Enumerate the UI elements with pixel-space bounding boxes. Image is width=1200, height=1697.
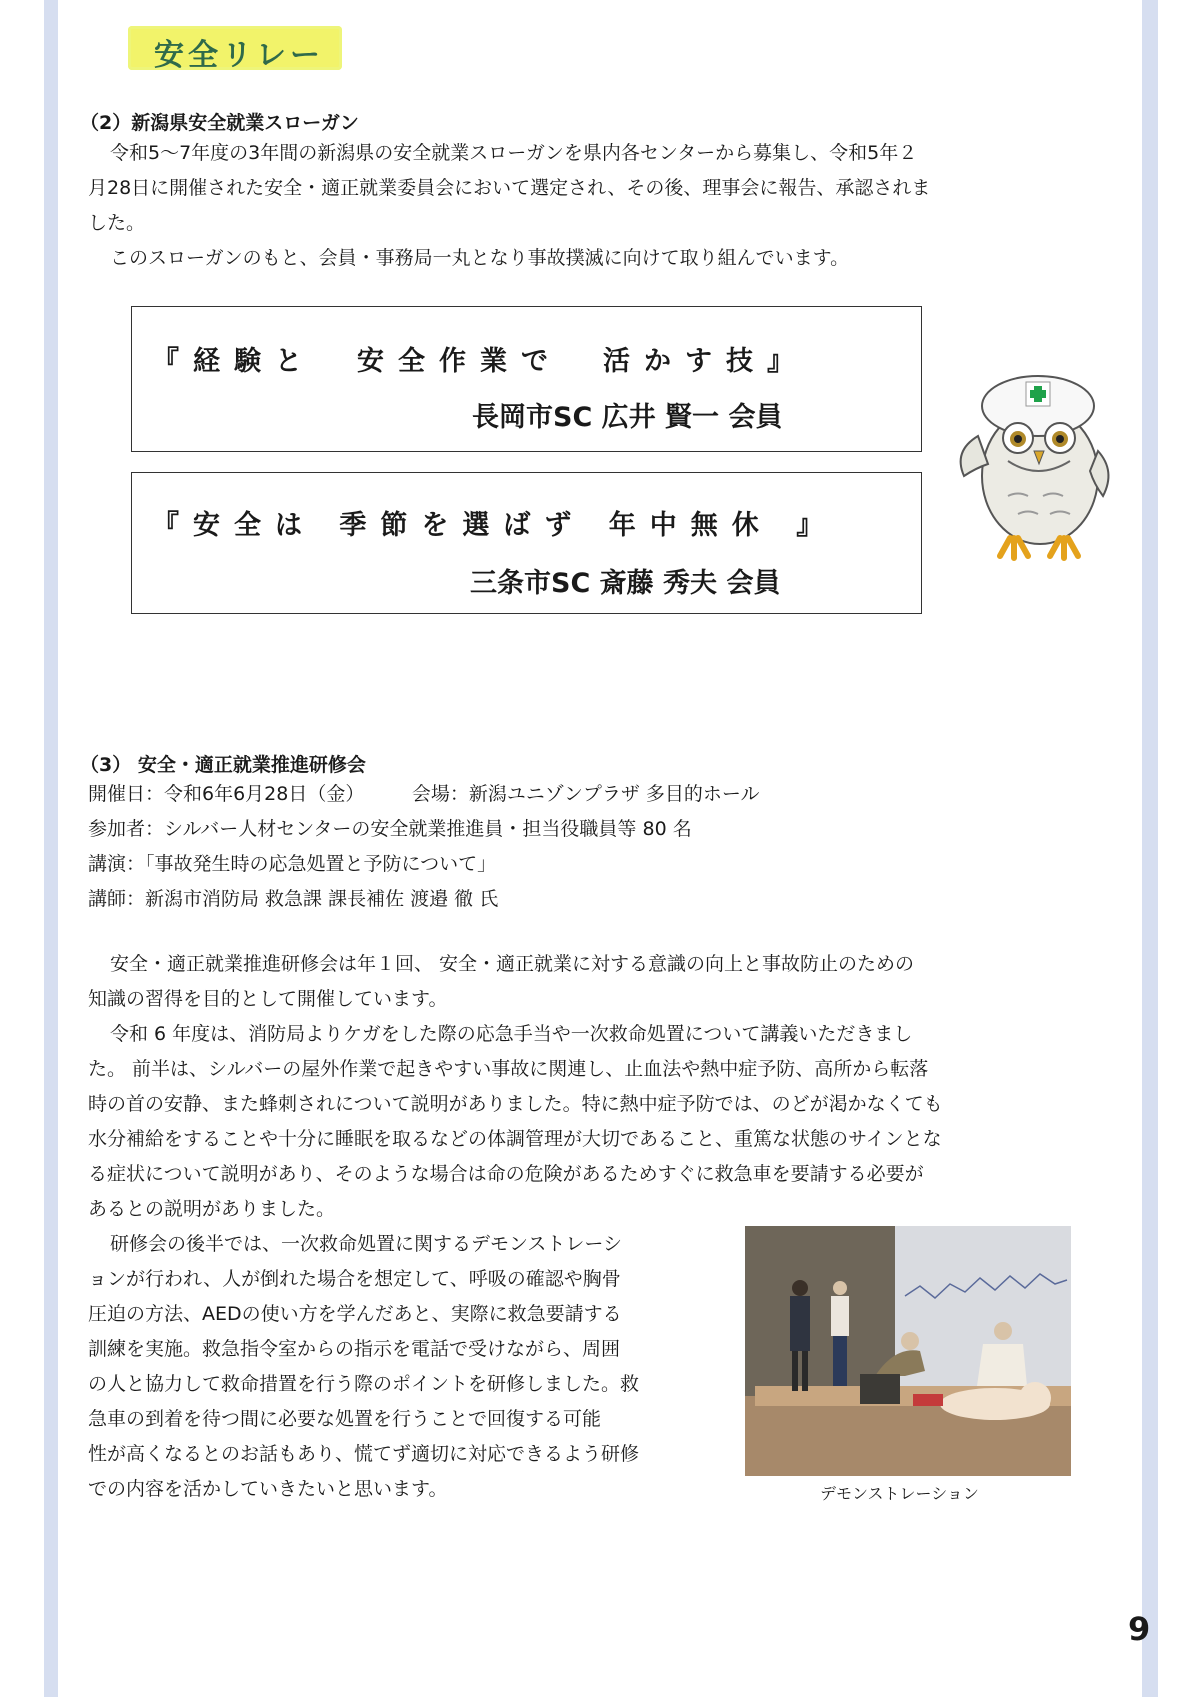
training-detail-line: 講師：新潟市消防局 救急課 課長補佐 渡邉 徹 氏 (88, 888, 499, 910)
training-detail-line: 開催日：令和6年6月28日（金） 会場：新潟ユニゾンプラザ 多目的ホール (88, 783, 760, 805)
training-body-line: 時の首の安静、また蜂刺されについて説明がありました。特に熱中症予防では、のどが渇かなくても (88, 1093, 943, 1115)
slogan-box-2 (131, 472, 922, 614)
slogan-author-2: 三条市SC 斎藤 秀夫 会員 (470, 568, 781, 599)
training-body-line: あるとの説明がありました。 (88, 1198, 336, 1220)
training-detail-line: 参加者：シルバー人材センターの安全就業推進員・担当役職員等 80 名 (88, 818, 692, 840)
slogan-paragraph-line: した。 (88, 212, 146, 234)
section-tag-label: 安全リレー (154, 38, 324, 73)
training-body2-line: 訓練を実施。救急指令室からの指示を電話で受けながら、周囲 (88, 1338, 621, 1360)
training-body-line: る症状について説明があり、そのような場合は命の危険があるためすぐに救急車を要請する必要が (88, 1163, 924, 1185)
training-body-line: 知識の習得を目的として開催しています。 (88, 988, 448, 1010)
training-body-line: 令和 6 年度は、消防局よりケガをした際の応急手当や一次救命処置について講義いただきまし (110, 1023, 913, 1045)
training-body-line: 安全・適正就業推進研修会は年１回、 安全・適正就業に対する意識の向上と事故防止のための (110, 953, 915, 975)
slogan-author-1: 長岡市SC 広井 賢一 会員 (472, 402, 783, 433)
training-body2-line: ョンが行われ、人が倒れた場合を想定して、呼吸の確認や胸骨 (88, 1268, 621, 1290)
owl-mascot-with-helmet-icon (948, 356, 1118, 566)
slogan-paragraph-line: 令和5～7年度の3年間の新潟県の安全就業スローガンを県内各センターから募集し、令和5年２ (110, 142, 918, 164)
training-body-line: 水分補給をすることや十分に睡眠を取るなどの体調管理が大切であること、重篤な状態のサインとな (88, 1128, 942, 1150)
page-edge-left (44, 0, 58, 1697)
demonstration-photo (745, 1226, 1071, 1476)
section-tag (128, 26, 342, 73)
slogan-heading: （2）新潟県安全就業スローガン (80, 112, 359, 134)
training-body2-line: での内容を活かしていきたいと思います。 (88, 1478, 448, 1500)
training-body2-line: 急車の到着を待つ間に必要な処置を行うことで回復する可能 (88, 1408, 602, 1430)
page-number: 9 (1128, 1610, 1151, 1648)
training-body-line: た。 前半は、シルバーの屋外作業で起きやすい事故に関連し、止血法や熱中症予防、高所から転落 (88, 1058, 929, 1080)
page-edge-right (1142, 0, 1158, 1697)
slogan-text-2: 『安全は 季節を選ばず 年中無休 』 (152, 510, 838, 541)
slogan-paragraph-line: 月28日に開催された安全・適正就業委員会において選定され、その後、理事会に報告、承認されま (88, 177, 931, 199)
slogan-box-1 (131, 306, 922, 452)
photo-caption: デモンストレーション (820, 1484, 979, 1503)
training-body2-line: の人と協力して救命措置を行う際のポイントを研修しました。救 (88, 1373, 640, 1395)
slogan-text-1: 『経験と 安全作業で 活かす技』 (152, 346, 808, 377)
slogan-paragraph-line: このスローガンのもと、会員・事務局一丸となり事故撲滅に向けて取り組んでいます。 (110, 247, 850, 269)
training-heading: （3） 安全・適正就業推進研修会 (80, 754, 366, 776)
training-detail-line: 講演：「事故発生時の応急処置と予防について」 (88, 853, 497, 875)
training-body2-line: 圧迫の方法、AEDの使い方を学んだあと、実際に救急要請する (88, 1303, 622, 1325)
training-body2-line: 性が高くなるとのお話もあり、慌てず適切に対応できるよう研修 (88, 1443, 640, 1465)
training-body2-line: 研修会の後半では、一次救命処置に関するデモンストレーシ (110, 1233, 623, 1255)
